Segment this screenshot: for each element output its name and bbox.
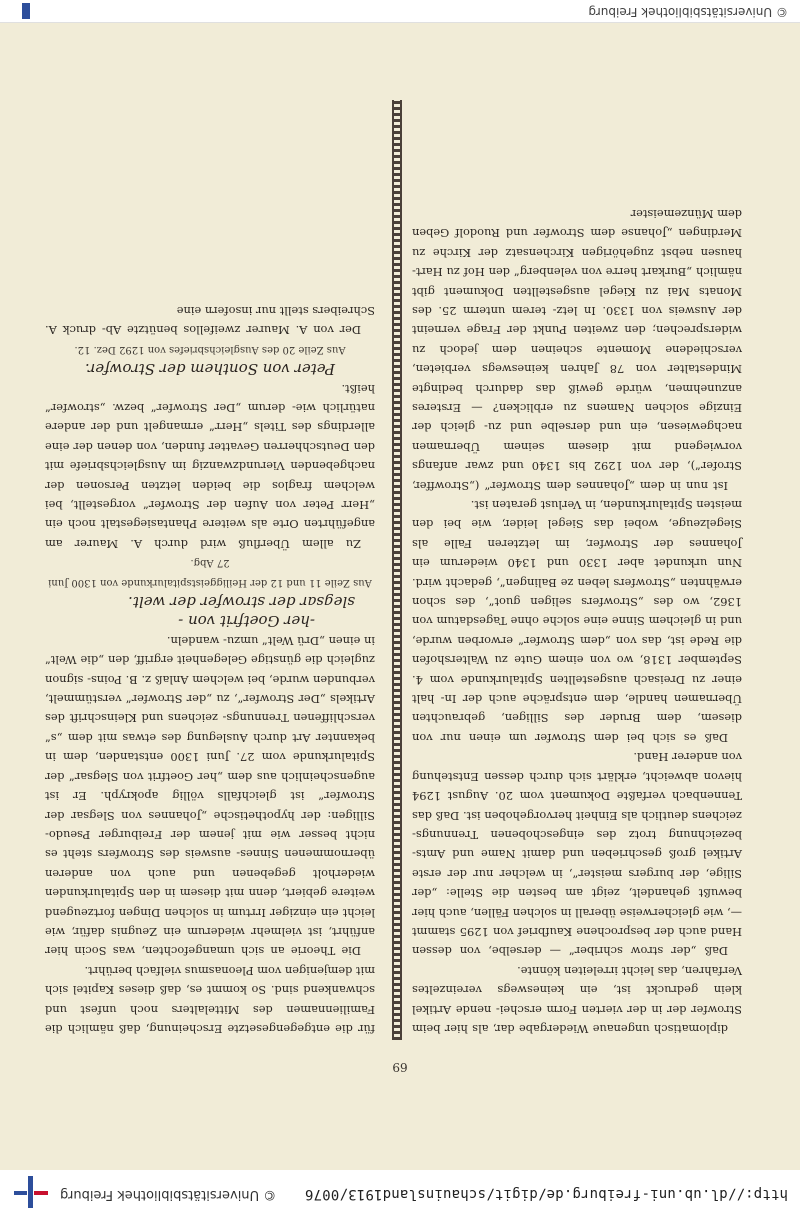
- left-paragraph: Ist nun in dem „Johannes dem Strowfer“ („Strowffer, Strofer“), der von 1292 bis 1340 und zwar anfangs vorwiegend mit diesem seinem Übernamen nachgewiesen, ein und derselbe und zu- gleich der Einzige solchen Namens zu erblicken? — Ersteres anzunehmen, würde gewiß das dadurch bedingte Mindestalter von 78 Jahren keineswegs verbieten, verschiedene Momente scheinen dem jedoch zu widersprechen; den zweiten Punkt der Frage verneint der Ausweis von 1330. In letz- terem unterm 25. des Monats Mai zu Kiegel ausgestellten Dokument gibt nämlich „Burkart herre von velenberg“ den Hof zu Hart- hausen nebst zugehörigen Kirchensatz der Kirche zu Merdingen „Johanse dem Strowfer und Ruodolf Geben dem Münzemeister: [412, 206, 742, 493]
- scanned-paper: [0, 22, 800, 1170]
- left-paragraph: Daß es sich bei dem Strowfer um einen nur von diesem, dem Bruder des Silligen, gebrauchten Übernamen handle, dem entspräche auch der In- halt einer zu Dreisach ausgestellten Spitalurkunde vom 4. September 1318, wo von einem Gute zu Waltershofen die Rede ist, das von „dem Strowfer“ erworben wurde, und in gleichem Sinne eine solche ohne Tagesdatum von 1362, wo des „Strowfers seligen guot“, des schon erwähnten „Strowfers leben ze Balingen“, gedacht wird. Nun urkundet aber 1330 und 1340 wiederum ein Johannes der Strowfer, im letzteren Falle als Siegelzeuge, wobei das Siegel leider, wie bei den meisten Spitalurkunden, in Verlust geraten ist.: [412, 498, 742, 745]
- ornamental-column-divider: [392, 100, 402, 1040]
- right-intro-paragraph: für die entgegengesetzte Erscheinung, daß nämlich die Familiennamen des Mittelalters noch unfest und schwankend sind. So kommt es, daß dieses Kapitel sich mit demjenigen vom Pleonasmus vielfach berührt.: [45, 963, 375, 1036]
- left-column: [412, 204, 742, 1038]
- footer-logo-icon: [22, 3, 30, 19]
- page-number: 69: [392, 1060, 408, 1074]
- handwriting-sample-1-line-1: -her Goetfrit von -: [178, 612, 315, 631]
- caption-1: Aus Zeile 11 und 12 der Heiliggeistspitalurkunde von 1300 Juni 27 Abg.: [48, 557, 372, 588]
- right-paragraph-3: Der von A. Maurer zweifellos benützte Ab- druck A. Schreibers stellt nur insofern eine: [45, 303, 375, 338]
- browser-header-bar: [0, 1169, 800, 1214]
- footer-copyright: © Universitätsbibliothek Freiburg: [588, 5, 788, 19]
- right-column: [45, 301, 375, 1038]
- handwriting-sample-2: Peter von Sonthem der Strowfer.: [84, 360, 336, 379]
- footer-bar: [0, 0, 800, 23]
- handwriting-sample-1-line-2: slegsar der strowfer der welt.: [128, 593, 355, 612]
- caption-2: Aus Zeile 20 des Ausgleichsbriefes von 1292 Dez. 12.: [74, 343, 346, 355]
- right-paragraph-2: Zu allem Überfluß wird durch A. Maurer am angeführten Orte als weitere Phantasiegestalt noch ein „Herr Peter von Aufen der Strowfer“ vorgestellt, bei welchem fraglos die beiden letzten Personen der nachgebenden Vierundzwanzig im Ausgleichsbriefe mit den Deutschherren Gevatter funden, von denen der eine allerdings des Titels „Herr“ ermangelt und der andere natürlich wie- derum „Der Strowfer“ bezw. „strowfer“ heißt.: [45, 381, 375, 551]
- university-logo-icon: [14, 1176, 48, 1208]
- left-paragraph: Daß „der strow schriber“ — derselbe, von dessen Hand auch der besprochene Kaufbrief von 1295 stammt —, wie gleicherweise überall in solchen Fällen, auch hier bewußt gehandelt, zeigt am besten die Stelle: „der Silige, der burgers meister“, in welcher nur der erste Artikel groß geschrieben und damit Name und Amts- bezeichnung trotz des eingeschobenen Trennungs- zeichens deutlich als Einheit hervorgehoben ist. Daß das Tennenbach verfaßte Dokument vom 20. August 1294 hievon abweicht, erklärt sich durch dessen Entstehung von anderer Hand.: [412, 750, 742, 959]
- header-copyright: © Universitätsbibliothek Freiburg: [60, 1187, 277, 1202]
- left-paragraph: diplomatisch ungenaue Wiedergabe dar, als hier beim Strowfer der in der vierten Form erschei- nende Artikel klein gedruckt ist, ein keineswegs vereinzeltes Verfahren, das leicht irreleiten könnte.: [412, 963, 742, 1036]
- page-url[interactable]: http://dl.ub.uni-freiburg.de/digit/schauinsland1913/0076: [304, 1186, 788, 1202]
- right-paragraph-1: Die Theorie an sich umangefochten, was Socin hier anführt, ist vielmehr wiederum ein Zeugnis dafür, wie leicht ein einziger Irrtum in solchen Dingen fortzeugend weitere gebiert, denn mit diesem in den Spitalurkunden wiederholt gegebenen und auch von anderen übernommenen Sinnes- ausweis des Strowfers steht es nicht besser wie mit jenem der Freiburger Pseudo-Silligen: der hypothetische „Johannes von Slegsar der Strowfer“ ist gleichfalls völlig apokryph. Er ist augenscheinlich aus dem „her Goetfrit von Slegsar“ der Spitalurkunde vom 27. Juni 1300 entstanden, dem in bekannter Art durch Auslegung des etwas mit dem „s“ verschliffenen Trennungs- zeichens und Kleinschrift des Artikels „Der Strowfer“, zu „der Strowfer“ verstümmelt, verbunden wurde, bei welchem Anlaß z. B. Poins- signon zugleich die günstige Gelegenheit ergriff, den „die Welt“ in einen „Drü Welt“ umzu- wandeln.: [45, 633, 375, 959]
